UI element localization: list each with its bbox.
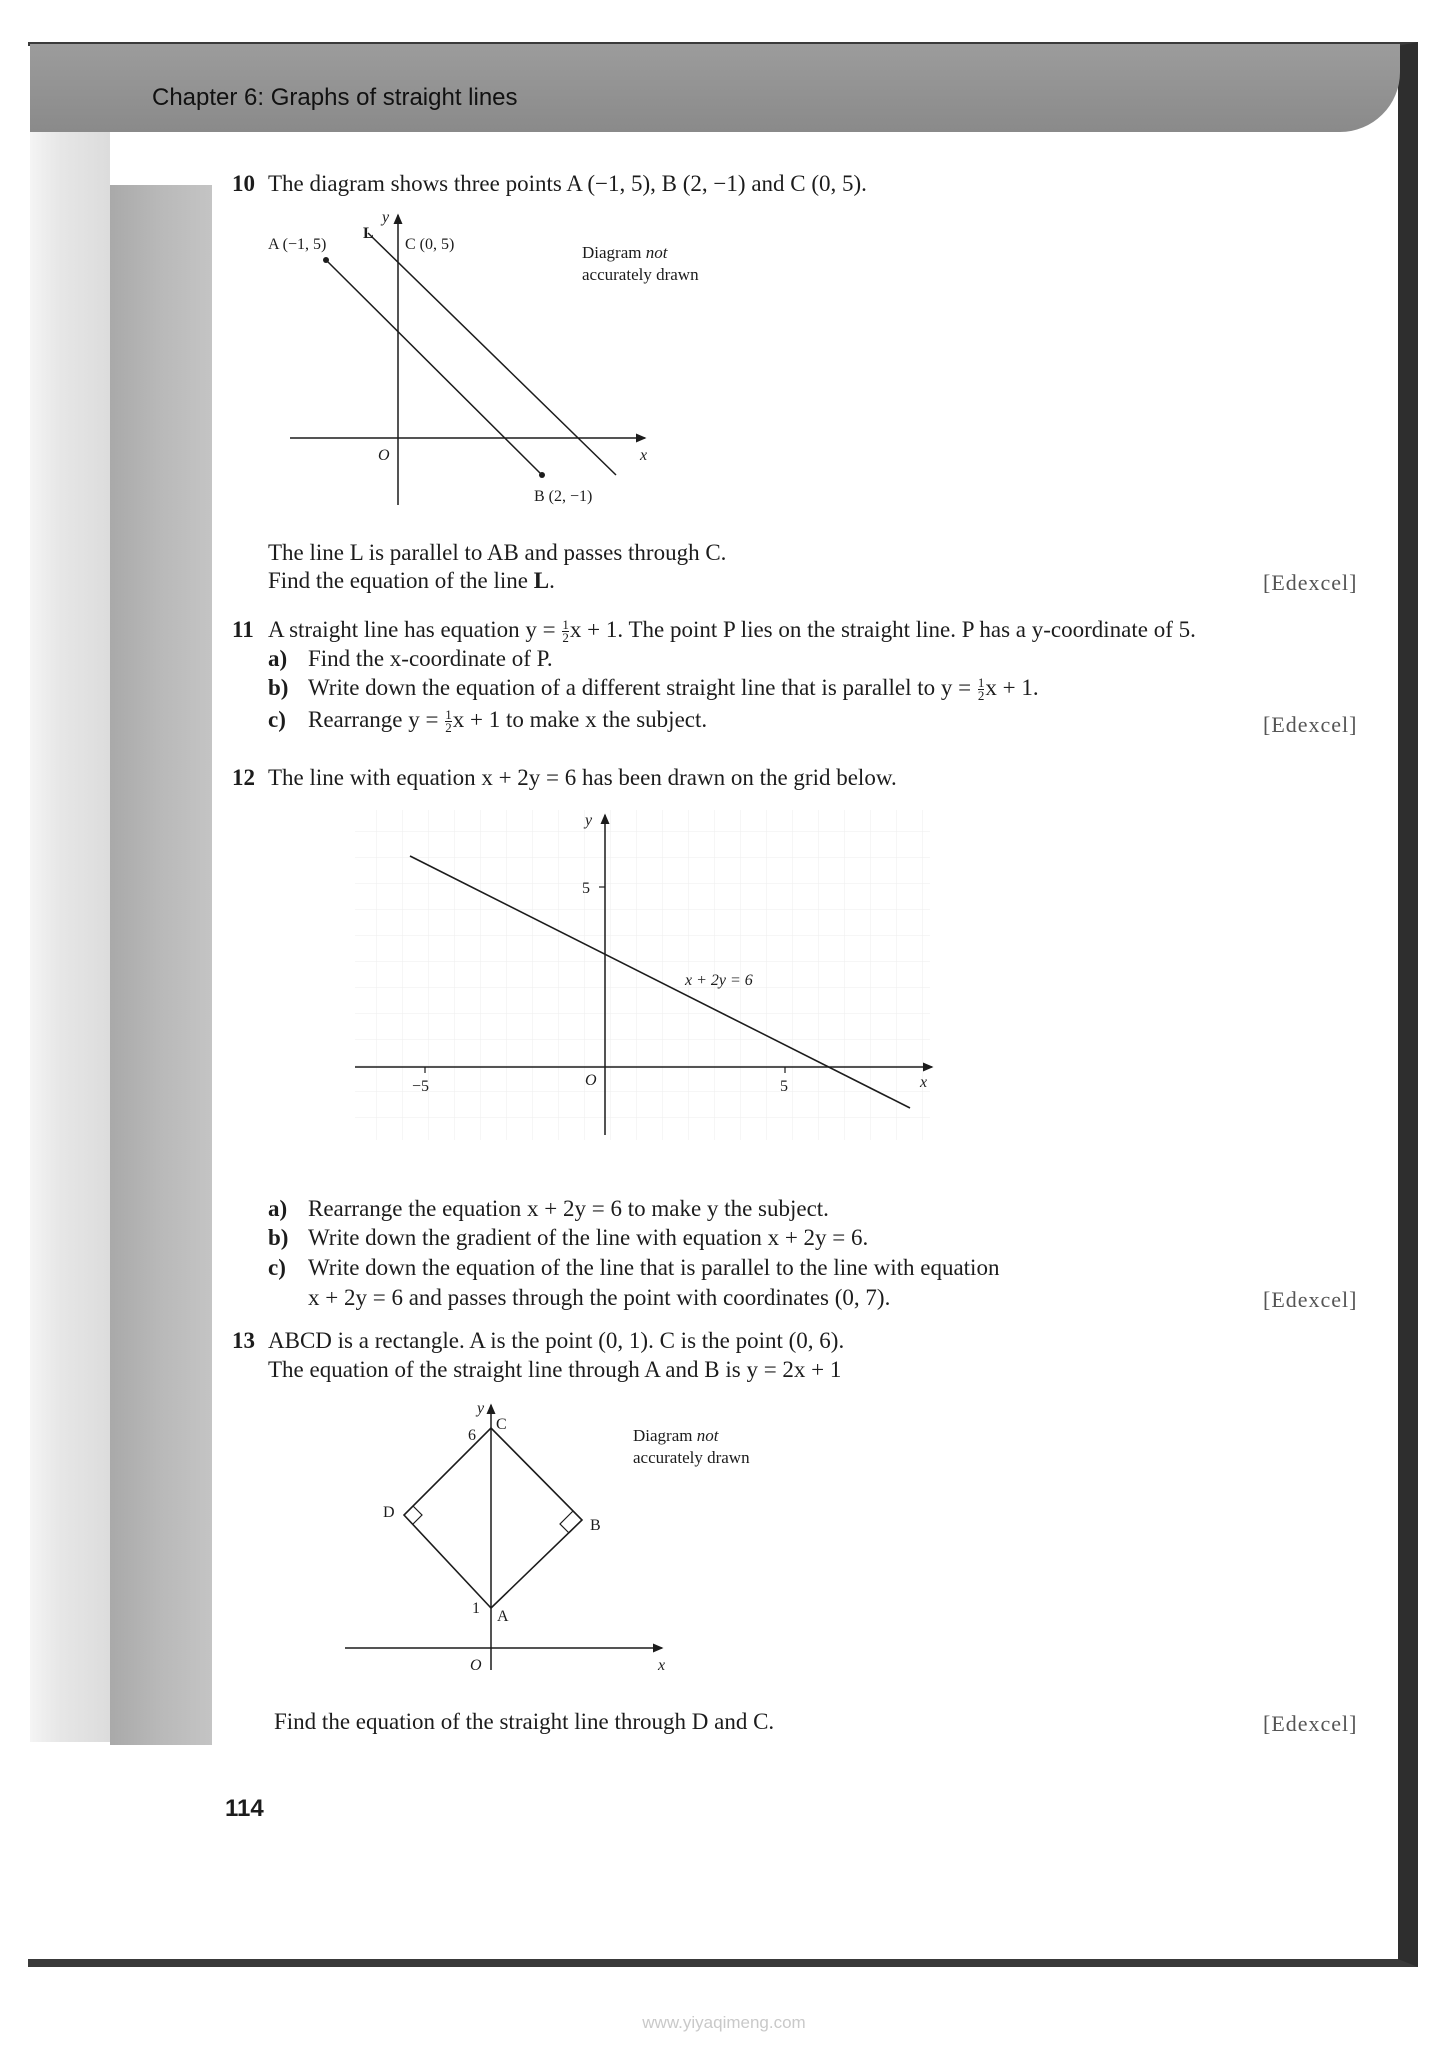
q12-b-text: Write down the gradient of the line with equation x + 2y = 6. [308,1225,869,1250]
q10-point-B [539,472,545,478]
q13-label-O: O [470,1657,482,1674]
q11-a-text: Find the x-coordinate of P. [308,646,553,671]
q12-a-label: a) [268,1196,288,1221]
q12-grid [355,810,930,1140]
q10-line-AB [326,260,542,475]
q12-tick-x5-label: 5 [780,1078,788,1095]
q12-label-x: x [920,1074,928,1091]
q13-label-B: B [590,1517,601,1534]
q12-tick-y5-label: 5 [582,880,590,897]
q10-point-A [323,257,329,263]
q10-diagram-note: Diagram not accurately drawn [582,243,699,284]
q11-a-label: a) [268,646,288,671]
q13-label-x: x [658,1657,666,1674]
q10-label-B: B (2, −1) [534,488,593,505]
q12-line-label: x + 2y = 6 [685,972,753,989]
q11-source: [Edexcel] [1263,712,1358,737]
q13-diagram-note: Diagram not accurately drawn [633,1426,750,1467]
q12-a-text: Rearrange the equation x + 2y = 6 to make y the subject. [308,1196,829,1221]
q10-label-O: O [378,447,390,464]
q13-intro-line1: ABCD is a rectangle. A is the point (0, 1). C is the point (0, 6). [268,1328,845,1353]
q12-label-O: O [585,1072,597,1089]
q12-b-label: b) [268,1225,289,1250]
q11-c-text: Rearrange y = $\frac{1}{2}$ x + 1 to make x the subject. [308,707,708,736]
q10-text-line2: Find the equation of the line L. [268,568,555,593]
q12-c-text-line2: x + 2y = 6 and passes through the point with coordinates (0, 7). [308,1285,891,1310]
q12-tick-x-neg5-label: −5 [412,1078,430,1095]
q12-source: [Edexcel] [1263,1287,1358,1312]
watermark: www.yiyaqimeng.com [642,2013,806,2032]
q12-number: 12 [232,765,255,790]
q10-label-C: C (0, 5) [405,236,455,253]
chapter-title: Chapter 6: Graphs of straight lines [152,84,518,111]
q11-b-label: b) [268,675,289,700]
q13-label-1: 1 [472,1600,480,1617]
q13-label-y: y [477,1400,485,1417]
q12-label-y: y [585,812,593,829]
q10-number: 10 [232,171,255,196]
q13-number: 13 [232,1328,255,1353]
q13-question: Find the equation of the straight line through D and C. [274,1709,775,1734]
q11-c-label: c) [268,707,286,732]
q13-label-D: D [383,1504,395,1521]
q12-c-text-line1: Write down the equation of the line that is parallel to the line with equation [308,1255,1000,1280]
q12-graph [350,805,950,1145]
q10-label-A: A (−1, 5) [268,236,327,253]
page-number: 114 [225,1795,264,1822]
q10-label-L: L [363,225,374,242]
q11-number: 11 [232,617,254,642]
q13-label-C: C [496,1416,507,1433]
q12-c-label: c) [268,1255,286,1280]
q13-rectangle-ABCD [404,1428,582,1608]
q10-source: [Edexcel] [1263,570,1358,595]
q10-text-line1: The line L is parallel to AB and passes through C. [268,540,727,565]
q10-label-x: x [640,447,648,464]
q11-intro: A straight line has equation y = $\frac{1}{2}$ x + 1. The point P lies on the straight line. P has a y-coordinate of 5. [268,617,1196,646]
q11-b-text: Write down the equation of a different straight line that is parallel to y = $\frac{1}{2}$ x + 1. [308,675,1039,704]
q13-label-A: A [497,1608,509,1625]
q10-intro: The diagram shows three points A (−1, 5), B (2, −1) and C (0, 5). [268,171,867,196]
q13-right-angle-D [413,1506,422,1524]
q13-label-6: 6 [468,1427,476,1444]
q11-fraction-half: $\frac{1}{2}$ [562,617,569,646]
q13-source: [Edexcel] [1263,1711,1358,1736]
q10-label-y: y [382,209,390,226]
q13-intro-line2: The equation of the straight line through A and B is y = 2x + 1 [268,1357,842,1382]
q12-intro: The line with equation x + 2y = 6 has been drawn on the grid below. [268,765,897,790]
